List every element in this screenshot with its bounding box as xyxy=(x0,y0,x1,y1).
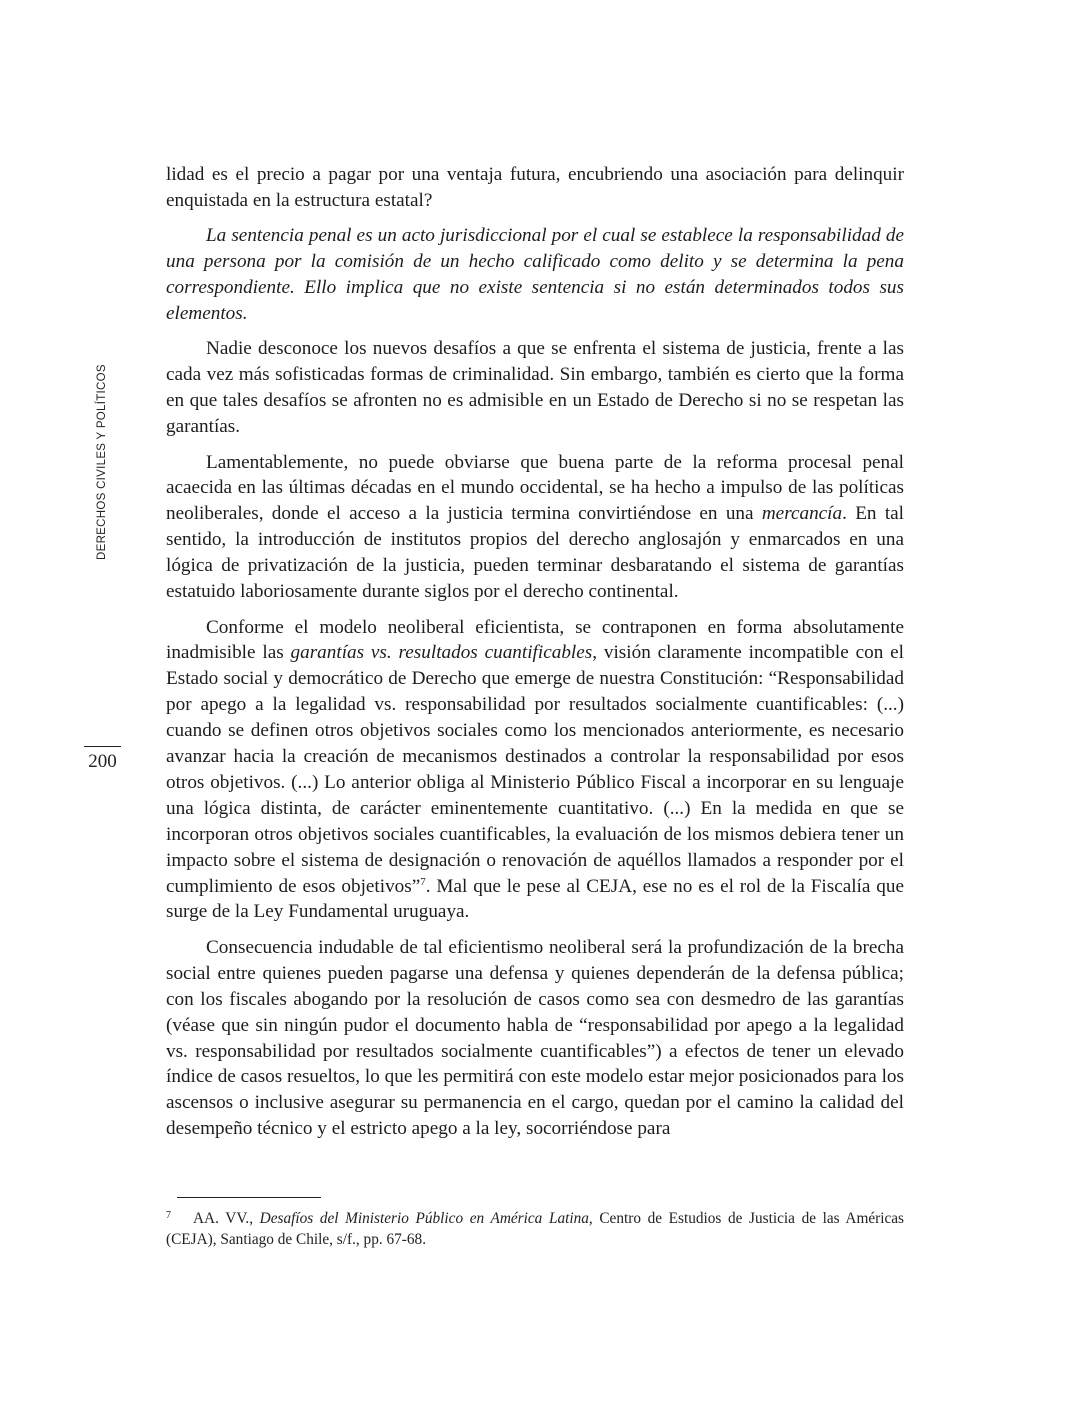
footnotes xyxy=(166,1205,904,1250)
body-text xyxy=(166,162,904,1152)
paragraph: Consecuencia indudable de tal eficientismo neoliberal será la profundización de la brecha social entre quienes pueden pagarse una defensa y quienes dependerán de la defensa pública; con los fiscales abogando por la resolución de casos como sea con desmedro de las garantías (véase que sin ningún pudor el documento habla de “responsabilidad por apego a la legalidad vs. responsabilidad por resultados socialmente cuantificables”) a efectos de tener un elevado índice de casos resueltos, lo que les permitirá con este modelo estar mejor posicionados para los ascensos o inclusive asegurar su permanencia en el cargo, quedan por el camino la calidad del desempeño técnico y el estricto apego a la ley, socorriéndose para xyxy=(166,936,904,1140)
paragraph-continuation: lidad es el precio a pagar por una ventaja futura, encubriendo una asociación para delinquir enquistada en la estructura estatal? xyxy=(166,164,904,211)
paragraph xyxy=(166,615,904,926)
paragraph-italic-definition: La sentencia penal es un acto jurisdiccional por el cual se establece la responsabilidad de una persona por la comisión de un hecho calificado como delito y se determina la pena correspondiente. Ello implica que no existe sentencia si no están determinados todos sus elementos. xyxy=(166,225,904,325)
footnote-title: Desafíos del Ministerio Público en América Latina xyxy=(259,1210,589,1227)
text-run: , Centro de Estudios de Justicia de las Américas (CEJA), Santiago de Chile, s/f., pp. 67-68. xyxy=(166,1210,905,1248)
italic-term: garantías vs. resultados cuantificables xyxy=(290,642,593,664)
text-run: AA. VV., xyxy=(193,1210,260,1227)
paragraph xyxy=(166,450,904,605)
footnote-divider xyxy=(177,1197,321,1198)
italic-term: mercancía xyxy=(761,503,843,525)
text-run: Conforme el modelo neoliberal eficientista, se contraponen en forma absolutamente inadmisible las xyxy=(166,616,904,664)
page-number: 200 xyxy=(84,746,121,773)
text-run: . Mal que le pese al CEJA, ese no es el rol de la Fiscalía que surge de la Ley Fundamental uruguaya. xyxy=(166,875,904,923)
running-head: DERECHOS CIVILES Y POLÍTICOS xyxy=(96,364,108,560)
footnote xyxy=(166,1205,904,1250)
footnote-reference[interactable]: 7 xyxy=(420,875,426,888)
text-run: , visión claramente incompatible con el Estado social y democrático de Derecho que emerge de nuestra Constitución: “Responsabilidad por apego a la legalidad vs. responsabilidad por resultados socialmente cuantificables: (...) cuando se definen otros objetivos sociales como los mencionados anteriormente, es necesario avanzar hacia la creación de mecanismos destinados a controlar la responsabilidad por esos otros objetivos. (...) Lo anterior obliga al Ministerio Público Fiscal a incorporar en su lenguaje una lógica distinta, de carácter eminentemente cuantitativo. (...) En la medida en que se incorporan otros objetivos sociales cuantificables, la evaluación de los mismos debiera tener un impacto sobre el sistema de designación o renovación de aquéllos llamados a responder por el cumplimiento de esos objetivos” xyxy=(166,642,904,897)
text-run: . En tal sentido, la introducción de institutos propios del derecho anglosajón y enmarcados en una lógica de privatización de la justicia, pueden terminar desbaratando el sistema de garantías estatuido laboriosamente durante siglos por el derecho continental. xyxy=(166,503,904,603)
text-run: Lamentablemente, no puede obviarse que buena parte de la reforma procesal penal acaecida en las últimas décadas en el mundo occidental, se ha hecho a impulso de las políticas neoliberales, donde el acceso a la justicia termina convirtiéndose en una xyxy=(166,451,904,525)
footnote-number: 7 xyxy=(166,1210,171,1221)
paragraph: Nadie desconoce los nuevos desafíos a que se enfrenta el sistema de justicia, frente a las cada vez más sofisticadas formas de criminalidad. Sin embargo, también es cierto que la forma en que tales desafíos se afronten no es admisible en un Estado de Derecho si no se respetan las garantías. xyxy=(166,338,904,438)
